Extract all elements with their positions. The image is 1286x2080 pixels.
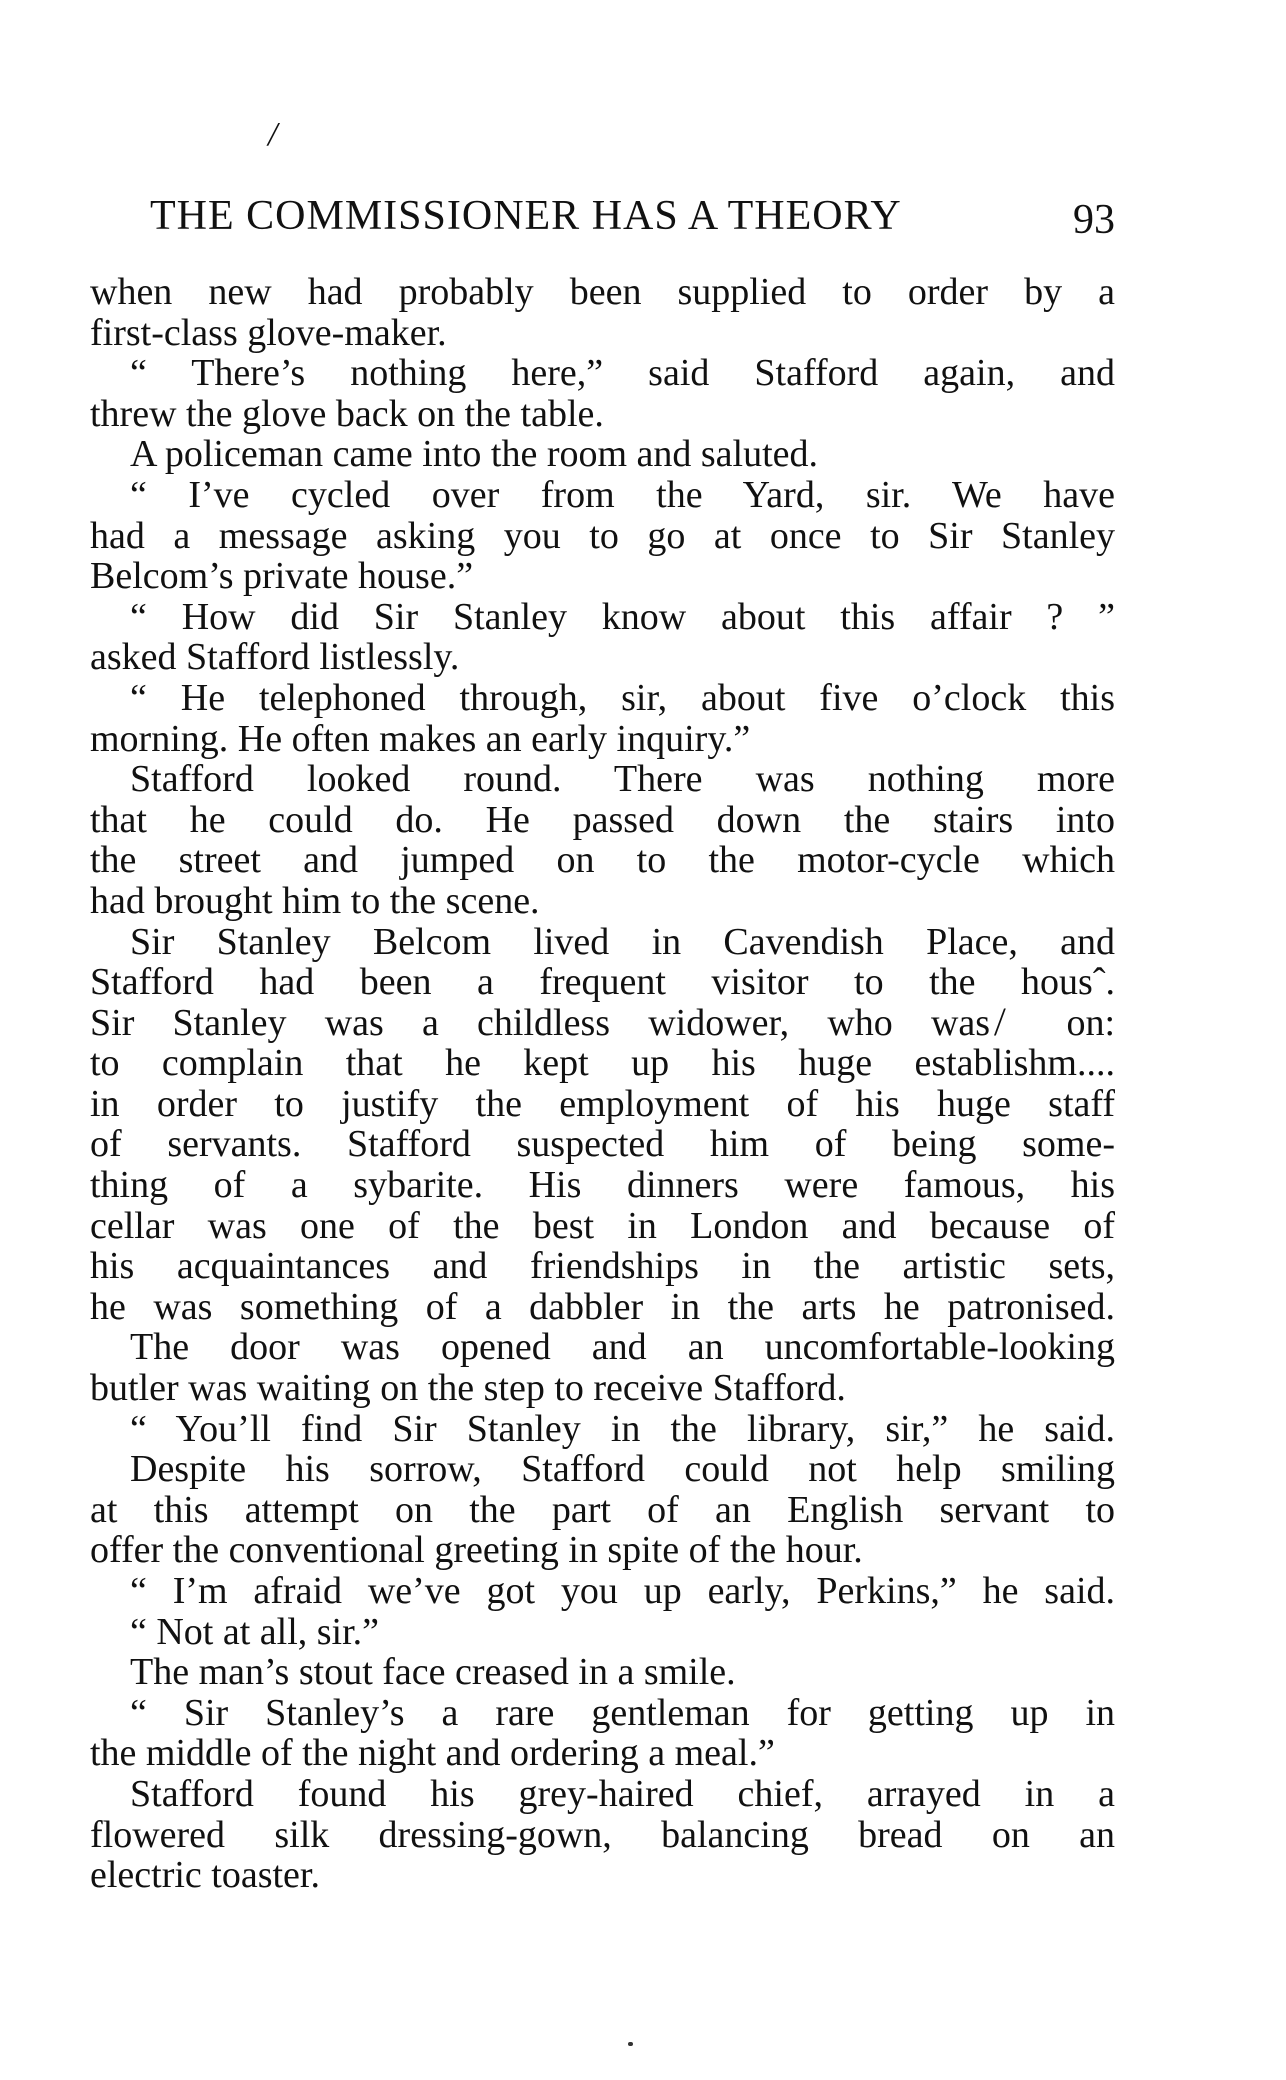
text-line: “ You’ll find Sir Stanley in the library, sir,” he said. bbox=[130, 1408, 1115, 1450]
text-line: at this attempt on the part of an English servant to bbox=[90, 1489, 1115, 1531]
body-text bbox=[90, 272, 1115, 1896]
text-line: butler was waiting on the step to receive Stafford. bbox=[90, 1368, 846, 1409]
text-line: Stafford looked round. There was nothing more bbox=[130, 759, 1115, 800]
text-line: had a message asking you to go at once to Sir Stanley bbox=[90, 515, 1115, 557]
text-line: the street and jumped on to the motor-cycle which bbox=[90, 840, 1115, 881]
text-line: Despite his sorrow, Stafford could not help smiling bbox=[130, 1449, 1115, 1490]
text-line: A policeman came into the room and saluted. bbox=[130, 434, 819, 475]
text-line: morning. He often makes an early inquiry.” bbox=[90, 718, 751, 760]
text-line: flowered silk dressing-gown, balancing bread on an bbox=[90, 1814, 1115, 1856]
text-line: when new had probably been supplied to order by a bbox=[90, 272, 1115, 313]
text-line: “ Sir Stanley’s a rare gentleman for getting up in bbox=[130, 1692, 1115, 1734]
text-line: The man’s stout face creased in a smile. bbox=[130, 1652, 736, 1693]
text-line: “ Not at all, sir.” bbox=[130, 1611, 380, 1653]
text-line: Belcom’s private house.” bbox=[90, 556, 474, 597]
text-line: electric toaster. bbox=[90, 1855, 320, 1896]
text-line: he was something of a dabbler in the arts he patronised. bbox=[90, 1286, 1115, 1328]
text-line: asked Stafford listlessly. bbox=[90, 637, 460, 678]
text-line: Stafford found his grey-haired chief, arrayed in a bbox=[130, 1773, 1115, 1815]
text-line: that he could do. He passed down the stairs into bbox=[90, 799, 1115, 841]
text-line: his acquaintances and friendships in the artistic sets, bbox=[90, 1246, 1115, 1287]
text-line: thing of a sybarite. His dinners were famous, his bbox=[90, 1165, 1115, 1206]
text-line: of servants. Stafford suspected him of being some- bbox=[90, 1124, 1115, 1166]
text-line: first-class glove-maker. bbox=[90, 312, 447, 354]
text-line: “ He telephoned through, sir, about five o’clock this bbox=[130, 677, 1115, 719]
text-line: cellar was one of the best in London and because of bbox=[90, 1205, 1115, 1247]
text-line: Sir Stanley Belcom lived in Cavendish Place, and bbox=[130, 921, 1115, 963]
text-line: Stafford had been a frequent visitor to the housˆ. bbox=[90, 962, 1115, 1003]
text-line: The door was opened and an uncomfortable-looking bbox=[130, 1327, 1115, 1369]
running-title: THE COMMISSIONER HAS A THEORY bbox=[150, 193, 902, 239]
text-line: had brought him to the scene. bbox=[90, 880, 540, 922]
text-line: offer the conventional greeting in spite of the hour. bbox=[90, 1530, 863, 1571]
page-number: 93 bbox=[1073, 197, 1115, 243]
running-head bbox=[150, 186, 1115, 246]
top-margin-mark: / bbox=[268, 116, 278, 153]
text-line: “ I’m afraid we’ve got you up early, Perkins,” he said. bbox=[130, 1571, 1115, 1612]
text-line: “ How did Sir Stanley know about this affair ? ” bbox=[130, 596, 1115, 638]
text-line: the middle of the night and ordering a meal.” bbox=[90, 1733, 775, 1774]
bottom-ink-speck bbox=[628, 2042, 633, 2046]
text-line: in order to justify the employment of his huge staff bbox=[90, 1083, 1115, 1125]
text-line: “ I’ve cycled over from the Yard, sir. We have bbox=[130, 474, 1115, 516]
text-line: “ There’s nothing here,” said Stafford again, and bbox=[130, 353, 1115, 394]
text-line: Sir Stanley was a childless widower, who was ̸ on: bbox=[90, 1002, 1115, 1044]
text-line: threw the glove back on the table. bbox=[90, 393, 604, 435]
text-line: to complain that he kept up his huge establishm.... bbox=[90, 1043, 1115, 1084]
